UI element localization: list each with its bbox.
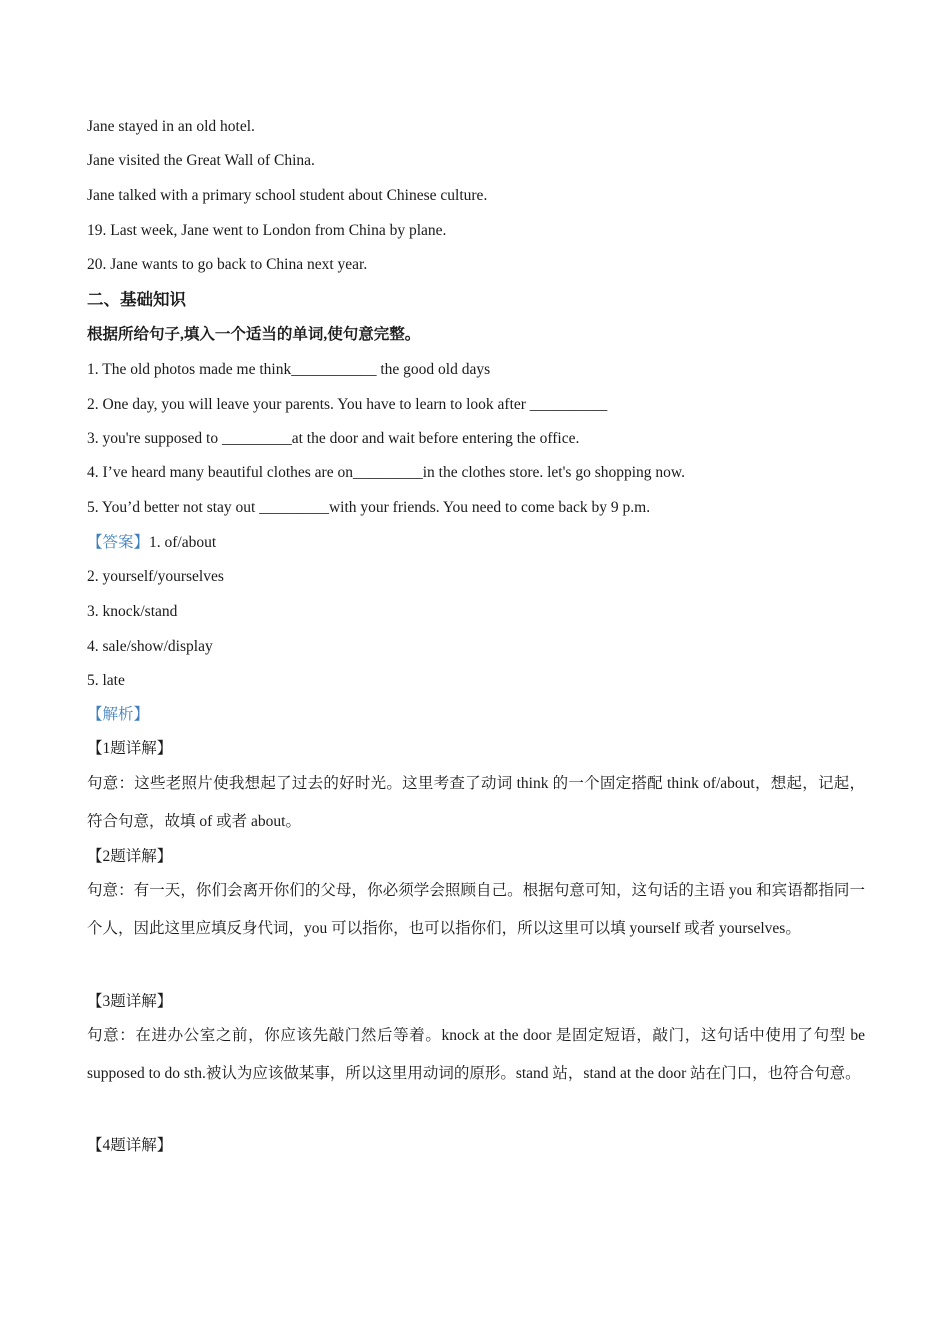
section-title: 二、基础知识 (87, 290, 186, 309)
analysis-tag: 【解析】 (87, 706, 150, 723)
text-line: Jane talked with a primary school student about Chinese culture. (87, 187, 488, 204)
answer-1: 1. of/about (149, 534, 217, 551)
detail-text-2: 句意：有一天，你们会离开你们的父母，你必须学会照顾自己。根据句意可知，这句话的主语 you 和宾语都指同一个人，因此这里应填反身代词，you 可以指你，也可以指你们，所以这里可以填 yourself 或者 yourselves。 (87, 882, 865, 937)
question-3: 3. you're supposed to _________at the door and wait before entering the office. (87, 430, 580, 447)
answer-3: 3. knock/stand (87, 603, 178, 620)
answer-line (87, 533, 870, 553)
detail-text-1: 句意：这些老照片使我想起了过去的好时光。这里考查了动词 think 的一个固定搭配 think of/about，想起，记起，符合句意，故填 of 或者 about。 (87, 775, 865, 830)
detail-heading-4: 【4题详解】 (87, 1137, 173, 1154)
text-line: Jane visited the Great Wall of China. (87, 152, 315, 169)
instruction: 根据所给句子,填入一个适当的单词,使句意完整。 (87, 326, 421, 343)
text-line: Jane stayed in an old hotel. (87, 118, 255, 135)
question-1: 1. The old photos made me think___________ the good old days (87, 361, 491, 378)
detail-text-3: 句意：在进办公室之前，你应该先敲门然后等着。knock at the door 是固定短语，敲门，这句话中使用了句型 be supposed to do sth.被认为应该做某事，所以这里用动词的原形。stand 站，stand at the door 站在门口，也符合句意。 (87, 1027, 865, 1082)
question-2: 2. One day, you will leave your parents. You have to learn to look after __________ (87, 396, 608, 413)
detail-heading-2: 【2题详解】 (87, 848, 173, 865)
detail-heading-3: 【3题详解】 (87, 993, 173, 1010)
detail-heading-1: 【1题详解】 (87, 740, 173, 757)
answer-tag: 【答案】 (87, 534, 150, 551)
answer-5: 5. late (87, 672, 125, 689)
answer-4: 4. sale/show/display (87, 638, 213, 655)
answer-2: 2. yourself/yourselves (87, 568, 224, 585)
question-19: 19. Last week, Jane went to London from China by plane. (87, 222, 447, 239)
question-5: 5. You’d better not stay out _________with your friends. You need to come back by 9 p.m. (87, 499, 651, 516)
question-4: 4. I’ve heard many beautiful clothes are on_________in the clothes store. let's go shopping now. (87, 464, 685, 481)
question-20: 20. Jane wants to go back to China next year. (87, 256, 368, 273)
